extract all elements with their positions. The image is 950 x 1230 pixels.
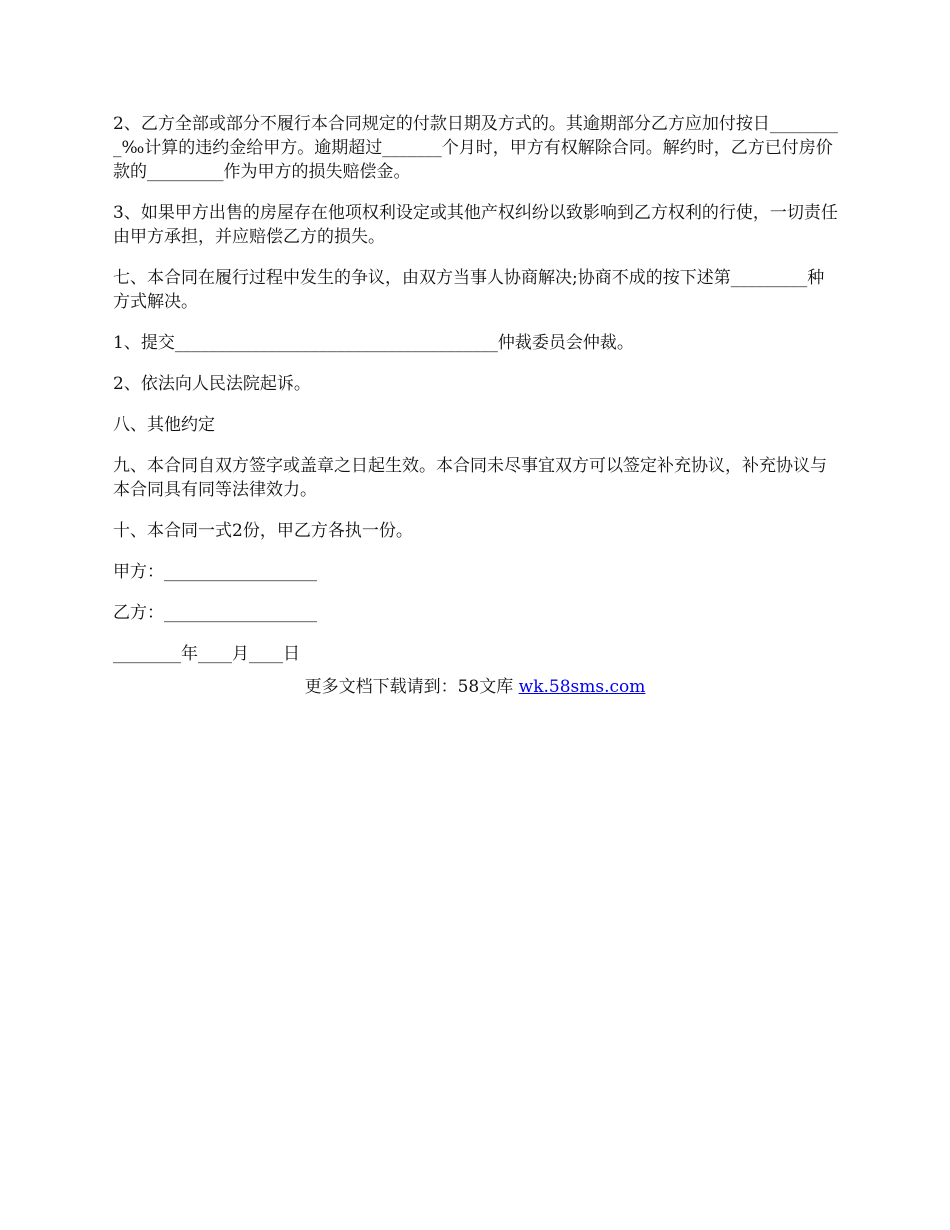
- option-litigation: 2、依法向人民法院起诉。: [113, 374, 311, 394]
- clause-property-rights: 3、如果甲方出售的房屋存在他项权利设定或其他产权纠纷以致影响到乙方权利的行使，一切责任由甲方承担，并应赔偿乙方的损失。: [113, 203, 838, 247]
- footer-text: 更多文档下载请到：58文库: [304, 677, 519, 697]
- clause-copies: 十、本合同一式2份，甲乙方各执一份。: [113, 521, 413, 541]
- signing-date: ________年____月____日: [113, 644, 300, 664]
- option-arbitration: 1、提交______________________________________仲裁委员会仲裁。: [113, 333, 634, 353]
- footer-link[interactable]: wk.58sms.com: [518, 677, 646, 697]
- document-body: [113, 112, 840, 683]
- party-a-signature: 甲方：__________________: [113, 562, 317, 582]
- clause-dispute-resolution: 七、本合同在履行过程中发生的争议，由双方当事人协商解决;协商不成的按下述第_________种方式解决。: [113, 268, 825, 312]
- clause-late-payment: 2、乙方全部或部分不履行本合同规定的付款日期及方式的。其逾期部分乙方应加付按日_________‰计算的违约金给甲方。逾期超过_______个月时，甲方有权解除合同。解约时，乙方已付房价款的_________作为甲方的损失赔偿金。: [113, 114, 838, 182]
- clause-other-agreements: 八、其他约定: [113, 415, 215, 435]
- party-b-signature: 乙方：__________________: [113, 603, 317, 623]
- clause-effectiveness: 九、本合同自双方签字或盖章之日起生效。本合同未尽事宜双方可以签定补充协议，补充协议与本合同具有同等法律效力。: [113, 456, 827, 500]
- download-footer: [0, 675, 950, 699]
